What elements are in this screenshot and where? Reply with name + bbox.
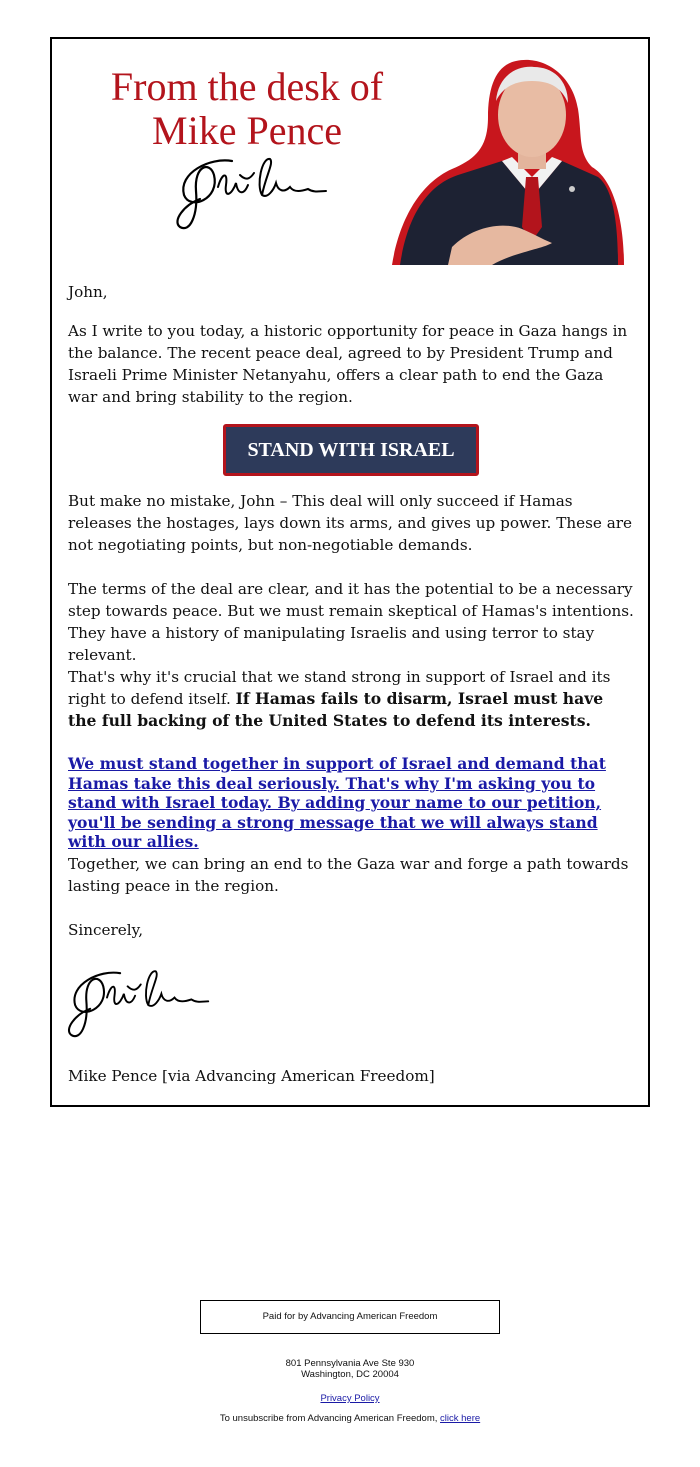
sign-off: Sincerely,: [68, 921, 144, 939]
footer-address: [0, 1358, 700, 1380]
unsubscribe-link[interactable]: click here: [440, 1413, 481, 1424]
paid-for-disclaimer: Paid for by Advancing American Freedom: [200, 1300, 500, 1334]
terms-paragraph: The terms of the deal are clear, and it has the potential to be a necessary step towards peace. But we must remain skeptical of Hamas's intentions. They have a history of manipulating Israelis and using terror to stay relevant.: [68, 580, 634, 664]
letter-header: [52, 39, 648, 265]
sender-name: Mike Pence [via Advancing American Freedom]: [68, 1067, 435, 1085]
letter-card: [50, 37, 650, 1107]
signature-bottom-image: [62, 967, 212, 1045]
header-title-line2: Mike Pence: [152, 108, 342, 153]
crucial-bold-text: If Hamas fails to disarm, Israel must have the full backing of the United States to defend its interests.: [68, 689, 604, 730]
crucial-plain-text: That's why it's crucial that we stand strong in support of Israel and its right to defend itself.: [68, 668, 611, 708]
header-title: [82, 65, 412, 153]
privacy-row: [0, 1393, 700, 1404]
petition-link[interactable]: We must stand together in support of Israel and demand that Hamas take this deal seriously. That's why I'm asking you to stand with Israel today. By adding your name to our petition, you'll be sending a strong message that we will always stand with our allies.: [68, 754, 606, 851]
intro-paragraph: As I write to you today, a historic opportunity for peace in Gaza hangs in the balance. The recent peace deal, agreed to by President Trump and Israeli Prime Minister Netanyahu, offers a clear path to end the Gaza war and bring stability to the region.: [68, 322, 628, 406]
privacy-policy-link[interactable]: Privacy Policy: [320, 1393, 380, 1404]
unsubscribe-text: To unsubscribe from Advancing American Freedom,: [219, 1413, 438, 1424]
portrait-image: [392, 57, 624, 265]
address-line1: 801 Pennsylvania Ave Ste 930: [285, 1358, 415, 1369]
header-title-line1: From the desk of: [110, 64, 384, 109]
stand-with-israel-button[interactable]: STAND WITH ISRAEL: [223, 424, 479, 476]
crucial-paragraph: [68, 666, 634, 732]
mistake-paragraph: But make no mistake, John – This deal will only succeed if Hamas releases the hostages, lays down its arms, and gives up power. These are not negotiating points, but non-negotiable demands.: [68, 492, 633, 554]
signature-image: [170, 155, 330, 237]
greeting: John,: [68, 283, 108, 301]
together-paragraph: Together, we can bring an end to the Gaza war and forge a path towards lasting peace in the region.: [68, 855, 629, 895]
unsubscribe-row: [0, 1413, 700, 1424]
address-line2: Washington, DC 20004: [301, 1369, 399, 1380]
